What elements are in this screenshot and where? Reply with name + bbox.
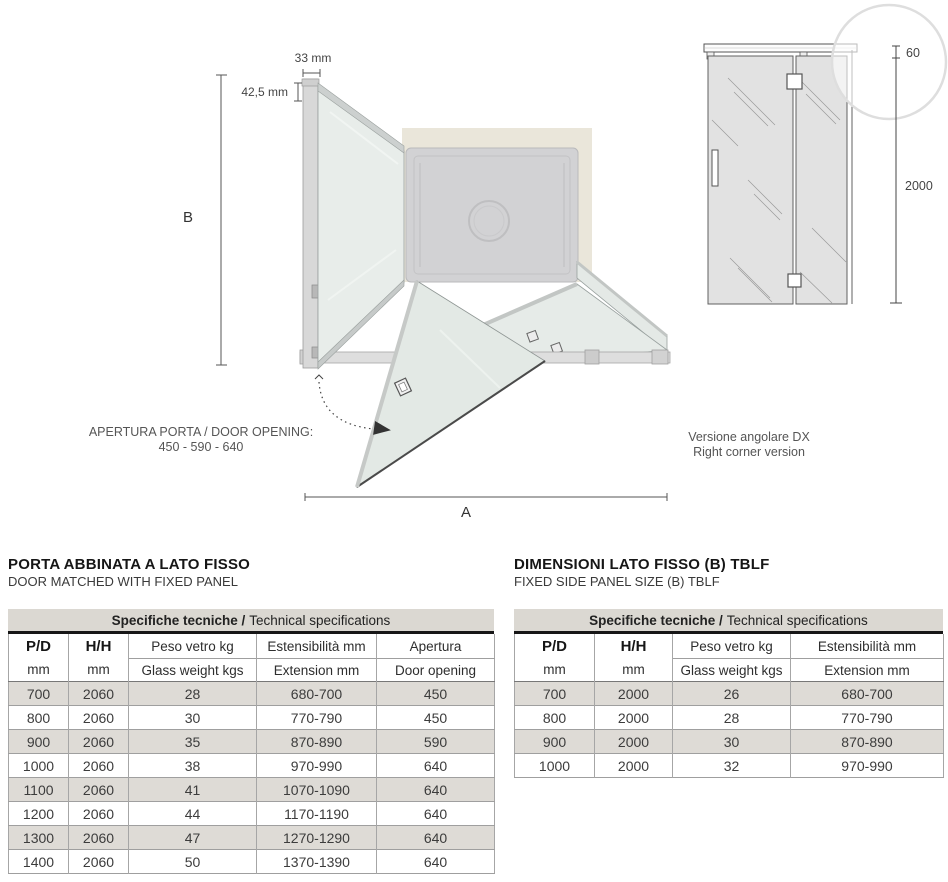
dimension-b-label: B xyxy=(183,209,194,226)
hinge-icon xyxy=(788,274,801,287)
spec-header-rest: Technical specifications xyxy=(726,612,868,628)
table-cell: 30 xyxy=(673,730,791,754)
table-cell: 47 xyxy=(129,826,257,850)
col-header-pd: P/D mm xyxy=(25,638,51,677)
table-cell: 2000 xyxy=(595,754,673,778)
table-cell: 41 xyxy=(129,778,257,802)
fixed-panel-front xyxy=(796,56,847,304)
tray-drain xyxy=(469,201,509,241)
table-cell: 900 xyxy=(9,730,69,754)
dimension-a xyxy=(305,493,667,501)
table-cell: 44 xyxy=(129,802,257,826)
table-cell: 2060 xyxy=(69,826,129,850)
table-cell: 800 xyxy=(515,706,595,730)
main-enclosure-drawing xyxy=(89,51,670,521)
right-table-body xyxy=(515,682,944,778)
table-cell: 640 xyxy=(377,826,495,850)
table-row xyxy=(515,754,944,778)
table-cell: 770-790 xyxy=(791,706,944,730)
door-opening-caption-line1: APERTURA PORTA / DOOR OPENING: xyxy=(88,425,314,439)
corner-version-caption-line2: Right corner version xyxy=(693,445,805,459)
table-cell: 26 xyxy=(673,682,791,706)
col-header-weight: Peso vetro kg xyxy=(129,634,257,659)
table-cell: 30 xyxy=(129,706,257,730)
table-cell: 640 xyxy=(377,802,495,826)
table-cell: 2060 xyxy=(69,706,129,730)
table-cell: 1370-1390 xyxy=(257,850,377,874)
table-cell: 2060 xyxy=(69,802,129,826)
fixed-side-panel-table-section xyxy=(514,556,943,778)
col-header-extension: Estensibilità mm xyxy=(791,634,944,659)
table-cell: 870-890 xyxy=(257,730,377,754)
table-cell: 1400 xyxy=(9,850,69,874)
table-cell: 450 xyxy=(377,706,495,730)
left-spec-table xyxy=(8,634,495,874)
table-cell: 680-700 xyxy=(791,682,944,706)
corner-version-drawing xyxy=(688,5,946,459)
spec-header-bold: Specifiche tecniche / xyxy=(589,612,723,628)
table-row xyxy=(9,754,495,778)
table-cell: 2060 xyxy=(69,730,129,754)
table-row xyxy=(9,706,495,730)
dimension-a-label: A xyxy=(460,504,472,521)
dimension-b xyxy=(216,75,227,365)
shower-tray xyxy=(406,148,578,282)
table-cell: 2060 xyxy=(69,850,129,874)
table-cell: 1300 xyxy=(9,826,69,850)
zoom-bubble-icon xyxy=(832,5,946,119)
table-cell: 900 xyxy=(515,730,595,754)
table-cell: 1000 xyxy=(515,754,595,778)
dimension-60-label: 60 xyxy=(906,46,920,60)
table-row xyxy=(9,778,495,802)
col-header-opening: Apertura xyxy=(377,634,495,659)
left-spec-header xyxy=(8,609,494,634)
table-cell: 2060 xyxy=(69,682,129,706)
table-cell: 28 xyxy=(129,682,257,706)
table-row xyxy=(9,682,495,706)
dimension-2000-label: 2000 xyxy=(905,179,933,193)
left-table-title: PORTA ABBINATA A LATO FISSO xyxy=(8,556,251,573)
table-row xyxy=(9,730,495,754)
col-header-opening-en: Door opening xyxy=(377,659,495,682)
table-cell: 770-790 xyxy=(257,706,377,730)
door-with-fixed-panel-table-section xyxy=(8,556,494,874)
table-cell: 28 xyxy=(673,706,791,730)
table-cell: 1070-1090 xyxy=(257,778,377,802)
fixed-glass-panel xyxy=(318,83,404,369)
right-spec-table xyxy=(514,634,944,778)
table-cell: 2000 xyxy=(595,706,673,730)
col-header-hh: H/H mm xyxy=(69,634,129,682)
table-cell: 38 xyxy=(129,754,257,778)
dimension-425mm-label: 42,5 mm xyxy=(241,85,288,99)
table-cell: 680-700 xyxy=(257,682,377,706)
col-header-extension: Estensibilità mm xyxy=(257,634,377,659)
table-row xyxy=(515,730,944,754)
spec-header-bold: Specifiche tecniche / xyxy=(111,612,246,628)
table-cell: 2000 xyxy=(595,730,673,754)
handle-icon xyxy=(712,150,718,186)
col-header-weight-en: Glass weight kgs xyxy=(673,659,791,682)
door-panel-front xyxy=(708,56,793,304)
table-cell: 2060 xyxy=(69,754,129,778)
table-cell: 50 xyxy=(129,850,257,874)
left-table-subtitle: DOOR MATCHED WITH FIXED PANEL xyxy=(8,574,238,589)
right-table-title: DIMENSIONI LATO FISSO (B) TBLF xyxy=(514,556,770,573)
col-header-extension-en: Extension mm xyxy=(257,659,377,682)
table-cell: 640 xyxy=(377,754,495,778)
right-spec-header xyxy=(514,609,943,634)
table-cell: 2000 xyxy=(595,682,673,706)
col-header-weight: Peso vetro kg xyxy=(673,634,791,659)
col-header-hh: H/H mm xyxy=(595,634,673,682)
dimension-425mm xyxy=(294,83,302,101)
table-cell: 1100 xyxy=(9,778,69,802)
left-table-body xyxy=(9,682,495,874)
table-cell: 870-890 xyxy=(791,730,944,754)
table-row xyxy=(515,706,944,730)
table-row xyxy=(9,802,495,826)
dimension-33mm-label: 33 mm xyxy=(294,51,332,65)
spec-header-rest: Technical specifications xyxy=(249,612,391,628)
table-cell: 640 xyxy=(377,850,495,874)
col-header-extension-en: Extension mm xyxy=(791,659,944,682)
table-cell: 700 xyxy=(26,685,51,702)
table-cell: 1200 xyxy=(9,802,69,826)
hinge-icon xyxy=(787,74,802,89)
table-cell: 2060 xyxy=(69,778,129,802)
table-cell: 970-990 xyxy=(257,754,377,778)
table-cell: 35 xyxy=(129,730,257,754)
table-cell: 1000 xyxy=(9,754,69,778)
table-row xyxy=(9,826,495,850)
table-cell: 590 xyxy=(377,730,495,754)
table-row xyxy=(9,850,495,874)
table-cell: 450 xyxy=(377,682,495,706)
col-header-pd: P/D mm xyxy=(541,638,567,677)
col-header-weight-en: Glass weight kgs xyxy=(129,659,257,682)
table-cell: 32 xyxy=(673,754,791,778)
corner-version-caption-line1: Versione angolare DX xyxy=(688,430,810,444)
table-cell: 1270-1290 xyxy=(257,826,377,850)
table-cell: 800 xyxy=(9,706,69,730)
table-row xyxy=(515,682,944,706)
dimension-33mm xyxy=(303,69,320,77)
right-table-subtitle: FIXED SIDE PANEL SIZE (B) TBLF xyxy=(514,574,720,589)
table-cell: 640 xyxy=(377,778,495,802)
table-cell: 970-990 xyxy=(791,754,944,778)
table-cell: 1170-1190 xyxy=(257,802,377,826)
table-cell: 700 xyxy=(542,685,567,702)
door-opening-caption-line2: 450 - 590 - 640 xyxy=(158,440,244,454)
